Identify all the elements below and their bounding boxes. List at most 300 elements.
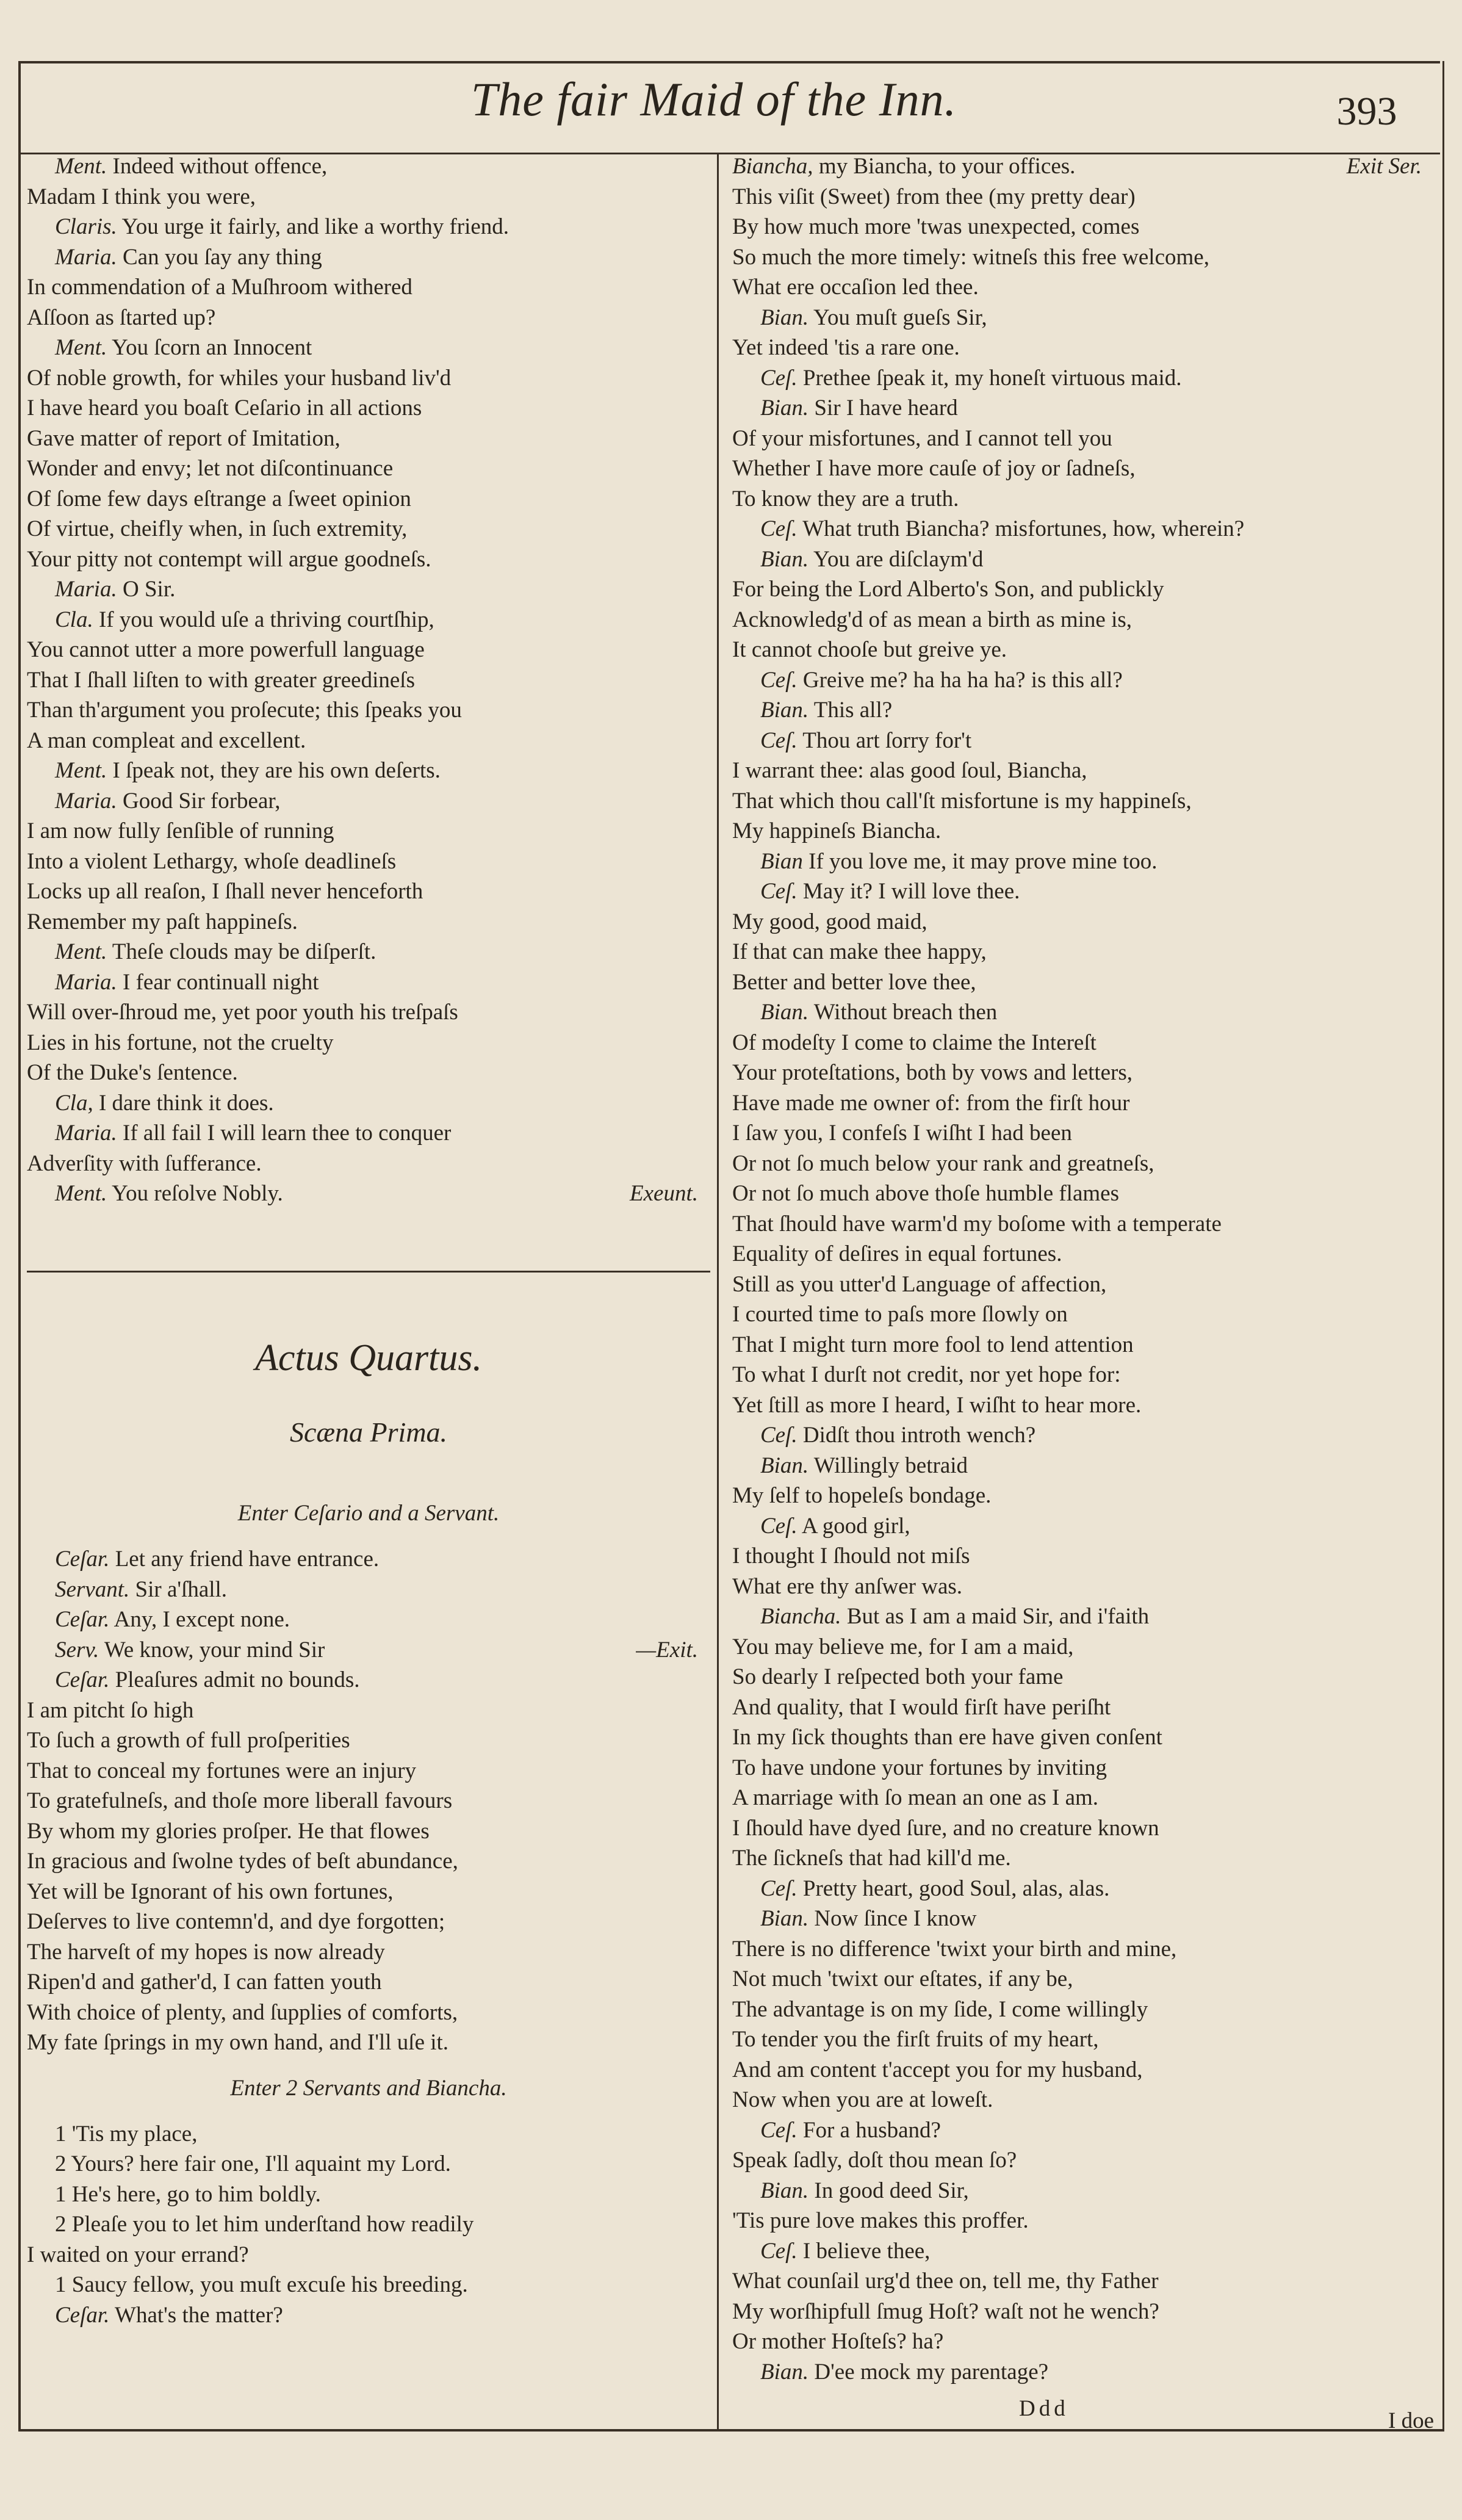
line-text: Lies in his fortune, not the cruelty — [27, 1030, 334, 1055]
line-text: I am now fully ſenſible of running — [27, 818, 334, 843]
verse-line — [27, 1088, 710, 1119]
verse-line — [732, 363, 1434, 394]
line-text: Not much 'twixt our eſtates, if any be, — [732, 1966, 1073, 1991]
verse-line — [732, 1390, 1434, 1421]
line-text: Than th'argument you proſecute; this ſpeaks you — [27, 698, 462, 723]
verse-line — [27, 424, 710, 454]
verse-line — [732, 393, 1434, 424]
line-text: 1 He's here, go to him boldly. — [55, 2181, 321, 2207]
line-text: Yet ſtill as more I heard, I wiſht to hear more. — [732, 1392, 1142, 1418]
verse-line — [27, 756, 710, 786]
line-text: To tender you the firſt fruits of my heart, — [732, 2027, 1099, 2052]
line-text: By how much more 'twas unexpected, comes — [732, 214, 1140, 239]
line-text: Any, I except none. — [109, 1607, 290, 1632]
speaker-name: Cla, — [55, 1090, 93, 1116]
speaker-name: Ceſar. — [55, 1547, 110, 1572]
speaker-name: Ceſ. — [760, 2117, 798, 2143]
line-text: That I might turn more fool to lend attention — [732, 1332, 1134, 1357]
line-text: That I ſhall liſten to with greater greedineſs — [27, 667, 415, 693]
verse-line — [732, 997, 1434, 1028]
verse-line — [732, 2115, 1434, 2146]
line-text: 1 Saucy fellow, you muſt excuſe his breeding. — [55, 2272, 468, 2297]
line-text: In commendation of a Muſhroom withered — [27, 275, 412, 300]
line-text: Prethee ſpeak it, my honeſt virtuous maid. — [797, 365, 1182, 391]
line-text: 2 Yours? here fair one, I'll aquaint my Lord. — [55, 2151, 451, 2176]
verse-line — [732, 1572, 1434, 1602]
verse-line — [27, 2240, 710, 2270]
verse-line — [732, 635, 1434, 665]
verse-line — [27, 484, 710, 514]
speaker-name: Bian. — [760, 1906, 809, 1931]
speaker-name: Bian. — [760, 1453, 809, 1478]
line-text: Deſerves to live contemn'd, and dye forgotten; — [27, 1909, 445, 1934]
verse-line — [27, 665, 710, 696]
line-text: Good Sir forbear, — [117, 788, 281, 814]
catchword: I doe — [1388, 2408, 1434, 2433]
verse-line — [732, 1239, 1434, 1269]
verse-line — [27, 1149, 710, 1179]
line-text: I dare think it does. — [93, 1090, 274, 1116]
verse-line — [732, 303, 1434, 333]
verse-line — [732, 272, 1434, 303]
line-text: Ripen'd and gather'd, I can fatten youth — [27, 1969, 382, 1995]
stage-direction: Enter 2 Servants and Biancha. — [230, 2075, 507, 2101]
line-text: Yet indeed 'tis a rare one. — [732, 335, 960, 360]
line-text: That ſhould have warm'd my boſome with a temperate — [732, 1211, 1222, 1237]
scene-title: Scæna Prima. — [289, 1417, 448, 1448]
verse-line — [732, 907, 1434, 937]
verse-line — [27, 1907, 710, 1937]
line-text: There is no difference 'twixt your birth and mine, — [732, 1936, 1177, 1962]
line-text: my Biancha, to your offices. — [813, 154, 1076, 179]
line-text: Didſt thou introth wench? — [797, 1423, 1036, 1448]
line-text: I am pitcht ſo high — [27, 1697, 194, 1723]
line-text: You urge it fairly, and like a worthy friend. — [117, 214, 510, 239]
speaker-name: Ceſ. — [760, 727, 798, 753]
verse-line — [732, 1149, 1434, 1179]
verse-line — [27, 574, 710, 605]
speaker-name: Bian. — [760, 395, 809, 421]
line-text: I ſpeak not, they are his own deſerts. — [107, 758, 441, 783]
line-text: For being the Lord Alberto's Son, and publickly — [732, 577, 1164, 602]
line-text: That to conceal my fortunes were an injury — [27, 1758, 417, 1783]
line-text: My happineſs Biancha. — [732, 818, 942, 843]
line-text: I ſhould have dyed ſure, and no creature known — [732, 1815, 1159, 1841]
line-text: You are diſclaym'd — [808, 546, 984, 572]
verse-line — [27, 2149, 710, 2179]
verse-line — [27, 1635, 710, 1666]
speaker-name: Maria. — [55, 788, 117, 814]
verse-line — [27, 182, 710, 212]
act-title: Actus Quartus. — [255, 1337, 482, 1379]
line-text: But as I am a maid Sir, and i'faith — [841, 1604, 1150, 1629]
verse-line — [27, 1756, 710, 1786]
line-text: The advantage is on my ſide, I come willingly — [732, 1996, 1148, 2022]
line-text: My good, good maid, — [732, 909, 927, 934]
line-text: This all? — [808, 698, 893, 723]
verse-line — [732, 2266, 1434, 2297]
line-text: Aſſoon as ſtarted up? — [27, 305, 216, 330]
line-text: Your proteſtations, both by vows and letters, — [732, 1060, 1133, 1085]
speaker-name: Biancha, — [732, 154, 813, 179]
verse-line — [732, 242, 1434, 273]
verse-line — [27, 1816, 710, 1847]
verse-line — [732, 1269, 1434, 1300]
verse-line — [732, 1179, 1434, 1209]
verse-line — [732, 1601, 1434, 1632]
verse-line — [732, 2357, 1434, 2388]
verse-line — [27, 937, 710, 967]
line-text: 1 'Tis my place, — [55, 2121, 198, 2146]
verse-line — [27, 2119, 710, 2150]
verse-line — [27, 1058, 710, 1088]
line-text: What ere occaſion led thee. — [732, 275, 979, 300]
line-text: Or mother Hoſteſs? ha? — [732, 2329, 944, 2354]
verse-line — [27, 514, 710, 544]
verse-line — [732, 967, 1434, 998]
line-text: Wonder and envy; let not diſcontinuance — [27, 456, 394, 481]
line-text: Acknowledg'd of as mean a birth as mine is, — [732, 607, 1133, 632]
verse-line — [27, 726, 710, 756]
verse-line — [27, 635, 710, 665]
exit-direction: Exit Ser. — [1346, 154, 1422, 179]
speaker-name: Biancha. — [760, 1604, 841, 1629]
verse-line — [27, 544, 710, 575]
verse-line — [27, 303, 710, 333]
verse-line — [732, 665, 1434, 696]
speaker-name: Servant. — [55, 1576, 130, 1602]
verse-line — [732, 1904, 1434, 1934]
line-text: So much the more timely: witneſs this free welcome, — [732, 244, 1209, 270]
verse-line — [27, 1665, 710, 1695]
verse-line — [732, 1451, 1434, 1481]
right-column — [732, 151, 1434, 2387]
line-text: I warrant thee: alas good ſoul, Biancha, — [732, 758, 1087, 783]
speaker-name: Claris. — [55, 214, 117, 239]
line-text: That which thou call'ſt misfortune is my happineſs, — [732, 788, 1192, 814]
line-text: We know, your mind Sir — [99, 1637, 325, 1663]
verse-line — [732, 484, 1434, 514]
speaker-name: Maria. — [55, 577, 117, 602]
verse-line — [27, 363, 710, 394]
footer — [732, 2395, 1434, 2433]
line-text: You may believe me, for I am a maid, — [732, 1634, 1074, 1659]
verse-line — [732, 1813, 1434, 1844]
verse-line — [27, 272, 710, 303]
speaker-name: Ceſar. — [55, 1667, 110, 1692]
verse-line — [732, 2236, 1434, 2267]
line-text: To have undone your fortunes by inviting — [732, 1755, 1107, 1780]
verse-line — [27, 2179, 710, 2210]
line-text: If that can make thee happy, — [732, 939, 987, 964]
verse-line — [732, 847, 1434, 877]
verse-line — [27, 847, 710, 877]
verse-line — [27, 151, 710, 182]
line-text: Greive me? ha ha ha ha? is this all? — [797, 667, 1123, 693]
verse-line — [27, 1118, 710, 1149]
verse-line — [732, 2206, 1434, 2236]
verse-line — [27, 1028, 710, 1058]
verse-line — [732, 816, 1434, 847]
exit-direction: Exeunt. — [630, 1181, 698, 1206]
line-text: I waited on your errand? — [27, 2242, 249, 2267]
verse-line — [732, 2085, 1434, 2115]
line-text: What truth Biancha? misfortunes, how, wherein? — [797, 516, 1245, 541]
line-text: And am content t'accept you for my husband, — [732, 2057, 1143, 2082]
verse-line — [27, 1695, 710, 1726]
verse-line — [732, 695, 1434, 726]
verse-line — [732, 1692, 1434, 1723]
line-text: Or not ſo much below your rank and greatneſs, — [732, 1150, 1154, 1176]
verse-line — [27, 876, 710, 907]
line-text: Yet will be Ignorant of his own fortunes, — [27, 1879, 394, 1904]
verse-line — [27, 997, 710, 1028]
line-text: What ere thy anſwer was. — [732, 1573, 963, 1599]
verse-line — [732, 1511, 1434, 1542]
line-text: If you love me, it may prove mine too. — [802, 848, 1158, 874]
line-text: You muſt gueſs Sir, — [808, 305, 987, 330]
line-text: In my ſick thoughts than ere have given conſent — [732, 1725, 1162, 1750]
verse-line — [732, 2297, 1434, 2327]
verse-line — [27, 2270, 710, 2300]
speaker-name: Bian. — [760, 698, 809, 723]
line-text: By whom my glories proſper. He that flowes — [27, 1818, 430, 1844]
verse-line — [732, 2327, 1434, 2357]
line-text: Pleaſures admit no bounds. — [109, 1667, 360, 1692]
verse-line — [732, 1662, 1434, 1692]
verse-line — [27, 605, 710, 635]
verse-line — [27, 1605, 710, 1635]
verse-line — [27, 1937, 710, 1968]
line-text: O Sir. — [117, 577, 176, 602]
line-text: Of virtue, cheifly when, in ſuch extremity, — [27, 516, 408, 541]
line-text: I have heard you boaſt Ceſario in all actions — [27, 395, 422, 421]
verse-line — [27, 967, 710, 998]
line-text: Without breach then — [808, 1000, 998, 1025]
line-text: Of modeſty I come to claime the Intereſt — [732, 1030, 1096, 1055]
verse-line — [732, 182, 1434, 212]
left-column-top — [27, 151, 710, 1209]
line-text: If you would uſe a thriving courtſhip, — [93, 607, 434, 632]
line-text: To what I durſt not credit, nor yet hope for: — [732, 1362, 1121, 1387]
line-text: My ſelf to hopeleſs bondage. — [732, 1483, 992, 1508]
verse-line — [732, 544, 1434, 575]
verse-line — [27, 333, 710, 363]
line-text: Into a violent Lethargy, whoſe deadlineſs — [27, 848, 397, 874]
verse-line — [732, 574, 1434, 605]
verse-line — [732, 1995, 1434, 2025]
verse-line — [732, 1299, 1434, 1330]
line-text: In gracious and ſwolne tydes of beſt abundance, — [27, 1849, 458, 1874]
verse-line — [27, 2027, 710, 2058]
speaker-name: Cla. — [55, 607, 93, 632]
speaker-name: Ceſ. — [760, 2238, 798, 2264]
line-text: Better and better love thee, — [732, 969, 976, 995]
line-text: It cannot chooſe but greive ye. — [732, 637, 1007, 662]
speaker-name: Ceſ. — [760, 1513, 798, 1539]
speaker-name: Maria. — [55, 1121, 117, 1146]
speaker-name: Ceſ. — [760, 365, 798, 391]
verse-line — [27, 2300, 710, 2331]
line-text: Or not ſo much above thoſe humble flames — [732, 1181, 1119, 1206]
line-text: I thought I ſhould not miſs — [732, 1543, 970, 1569]
verse-line — [27, 695, 710, 726]
verse-line — [732, 1028, 1434, 1058]
speaker-name: Maria. — [55, 969, 117, 995]
line-text: You cannot utter a more powerfull language — [27, 637, 425, 662]
verse-line — [732, 1481, 1434, 1511]
line-text: Let any friend have entrance. — [109, 1547, 380, 1572]
speaker-name: Serv. — [55, 1637, 99, 1663]
line-text: Remember my paſt happineſs. — [27, 909, 298, 934]
verse-line — [732, 1058, 1434, 1088]
line-text: Gave matter of report of Imitation, — [27, 425, 340, 451]
speaker-name: Bian. — [760, 546, 809, 572]
verse-line — [27, 2209, 710, 2240]
verse-line — [732, 151, 1434, 182]
verse-line — [27, 242, 710, 273]
verse-line — [732, 1541, 1434, 1572]
line-text: You ſcorn an Innocent — [107, 335, 312, 360]
verse-line — [732, 1118, 1434, 1149]
verse-line — [732, 1722, 1434, 1753]
top-border — [18, 61, 1440, 63]
line-text: Thou art ſorry for't — [797, 727, 972, 753]
line-text: A good girl, — [797, 1513, 910, 1539]
verse-line — [732, 424, 1434, 454]
verse-line — [27, 816, 710, 847]
line-text: My fate ſprings in my own hand, and I'll uſe it. — [27, 2030, 449, 2055]
line-text: Pretty heart, good Soul, alas, alas. — [797, 1876, 1110, 1901]
left-column-scene — [27, 1483, 710, 2330]
line-text: Still as you utter'd Language of affection, — [732, 1271, 1107, 1297]
line-text: The ſickneſs that had kill'd me. — [732, 1846, 1011, 1871]
line-text: Madam I think you were, — [27, 184, 256, 209]
verse-line — [27, 1786, 710, 1816]
running-title: The fair Maid of the Inn. — [470, 73, 957, 126]
speaker-name: Bian. — [760, 305, 809, 330]
line-text: 'Tis pure love makes this proffer. — [732, 2208, 1029, 2233]
verse-line — [27, 1575, 710, 1605]
line-text: D'ee mock my parentage? — [808, 2359, 1049, 2385]
line-text: A man compleat and excellent. — [27, 727, 306, 753]
verse-line — [27, 1544, 710, 1575]
verse-line — [27, 1998, 710, 2028]
line-text: What counſail urg'd thee on, tell me, thy Father — [732, 2269, 1159, 2294]
line-text: So dearly I reſpected both your fame — [732, 1664, 1064, 1689]
verse-line — [732, 2176, 1434, 2206]
line-text: If all fail I will learn thee to conquer — [117, 1121, 452, 1146]
verse-line — [732, 1330, 1434, 1360]
line-text: I believe thee, — [797, 2238, 931, 2264]
speaker-name: Ceſ. — [760, 1876, 798, 1901]
line-text: Now ſince I know — [808, 1906, 977, 1931]
verse-line — [732, 786, 1434, 817]
verse-line — [732, 1874, 1434, 1904]
line-text: Willingly betraid — [808, 1453, 968, 1478]
line-text: Sir a'ſhall. — [129, 1576, 228, 1602]
line-text: Speak ſadly, doſt thou mean ſo? — [732, 2148, 1017, 2173]
verse-line — [27, 212, 710, 242]
verse-line — [732, 1632, 1434, 1663]
act-separator-rule — [27, 1271, 710, 1273]
speaker-name: Ceſar. — [55, 2302, 110, 2328]
line-text: Have made me owner of: from the firſt hour — [732, 1090, 1130, 1116]
line-text: Now when you are at loweſt. — [732, 2087, 993, 2112]
verse-line — [732, 876, 1434, 907]
verse-line — [732, 453, 1434, 484]
speaker-name: Ment. — [55, 335, 107, 360]
line-text: Equality of deſires in equal fortunes. — [732, 1241, 1062, 1266]
speaker-name: Ceſ. — [760, 879, 798, 904]
verse-line — [732, 726, 1434, 756]
line-text: I ſaw you, I confeſs I wiſht I had been — [732, 1121, 1072, 1146]
verse-line — [27, 453, 710, 484]
speaker-name: Ment. — [55, 758, 107, 783]
page-number: 393 — [1336, 89, 1397, 134]
speaker-name: Ceſar. — [55, 1607, 110, 1632]
speaker-name: Ceſ. — [760, 516, 798, 541]
verse-line — [27, 907, 710, 937]
verse-line — [732, 333, 1434, 363]
line-text: Of ſome few days eſtrange a ſweet opinion — [27, 486, 411, 511]
verse-line — [732, 1783, 1434, 1813]
speaker-name: Ment. — [55, 939, 107, 964]
line-text: Can you ſay any thing — [117, 244, 322, 270]
line-text: Of the Duke's ſentence. — [27, 1060, 238, 1085]
verse-line — [27, 1967, 710, 1998]
line-text: I courted time to paſs more ſlowly on — [732, 1302, 1068, 1327]
verse-line — [732, 1420, 1434, 1451]
line-text: Adverſity with ſufferance. — [27, 1150, 262, 1176]
column-divider — [717, 153, 719, 2429]
line-text: The harveſt of my hopes is now already — [27, 1939, 385, 1965]
line-text: You reſolve Nobly. — [107, 1181, 283, 1206]
verse-line — [732, 2055, 1434, 2085]
verse-line — [732, 1843, 1434, 1874]
line-text: Sir I have heard — [808, 395, 958, 421]
line-text: And quality, that I would firſt have periſht — [732, 1694, 1111, 1720]
line-text: Of your misfortunes, and I cannot tell you — [732, 425, 1112, 451]
speaker-name: Maria. — [55, 244, 117, 270]
verse-line — [732, 212, 1434, 242]
line-text: To know they are a truth. — [732, 486, 959, 511]
line-text: A marriage with ſo mean an one as I am. — [732, 1785, 1099, 1810]
line-text: Your pitty not contempt will argue goodneſs. — [27, 546, 431, 572]
verse-line — [732, 514, 1434, 544]
line-text: Indeed without offence, — [107, 154, 328, 179]
line-text: Theſe clouds may be diſperſt. — [107, 939, 376, 964]
verse-line — [732, 1088, 1434, 1119]
stage-direction: Enter Ceſario and a Servant. — [237, 1501, 500, 1526]
verse-line — [732, 605, 1434, 635]
line-text: With choice of plenty, and ſupplies of comforts, — [27, 1999, 458, 2025]
line-text: Of noble growth, for whiles your husband liv'd — [27, 365, 452, 391]
verse-line — [732, 2024, 1434, 2055]
speaker-name: Ceſ. — [760, 1423, 798, 1448]
verse-line — [27, 1846, 710, 1877]
verse-line — [732, 1360, 1434, 1390]
verse-line — [732, 1753, 1434, 1783]
line-text: Whether I have more cauſe of joy or ſadneſs, — [732, 456, 1136, 481]
speaker-name: Ment. — [55, 1181, 107, 1206]
line-text: This viſit (Sweet) from thee (my pretty dear) — [732, 184, 1136, 209]
line-text: In good deed Sir, — [808, 2178, 969, 2203]
speaker-name: Ment. — [55, 154, 107, 179]
speaker-name: Bian. — [760, 1000, 809, 1025]
speaker-name: Bian. — [760, 2359, 809, 2385]
line-text: Will over-ſhroud me, yet poor youth his treſpaſs — [27, 1000, 458, 1025]
